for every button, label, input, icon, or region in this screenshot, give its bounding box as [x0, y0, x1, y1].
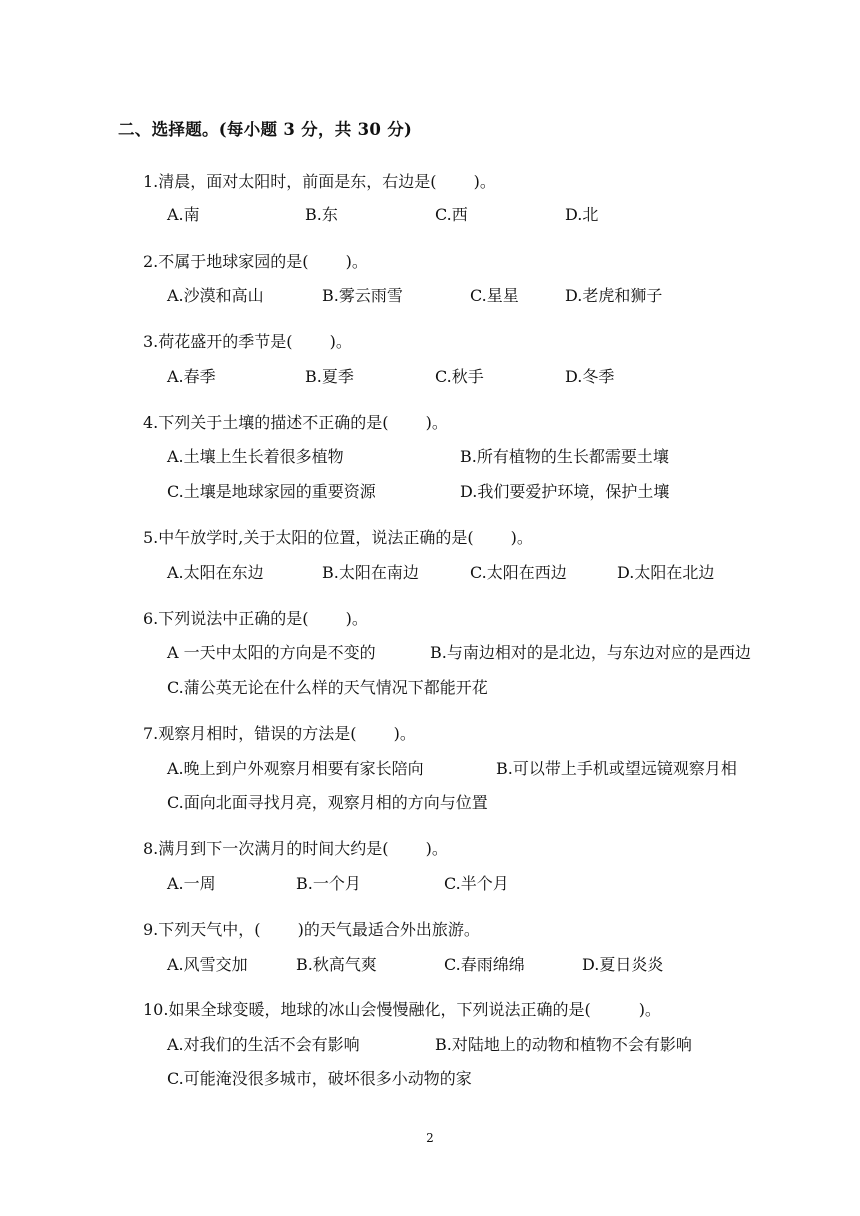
question-1-option-a: A.南 — [167, 205, 200, 224]
question-10-option-b: B.对陆地上的动物和植物不会有影响 — [435, 1035, 692, 1054]
question-9-option-b: B.秋高气爽 — [296, 955, 377, 974]
question-8-option-a: A.一周 — [167, 874, 216, 893]
question-7-option-b: B.可以带上手机或望远镜观察月相 — [496, 759, 737, 778]
question-6-option-b: B.与南边相对的是北边，与东边对应的是西边 — [430, 643, 751, 662]
question-1-stem: 1.清晨，面对太阳时，前面是东，右边是( )。 — [143, 172, 496, 191]
question-5-option-a: A.太阳在东边 — [167, 563, 264, 582]
question-7-stem: 7.观察月相时，错误的方法是( )。 — [143, 724, 416, 743]
question-7-option-c: C.面向北面寻找月亮，观察月相的方向与位置 — [167, 793, 488, 812]
question-2-option-a: A.沙漠和高山 — [167, 286, 264, 305]
question-8-option-c: C.半个月 — [444, 874, 509, 893]
question-9-option-a: A.风雪交加 — [167, 955, 248, 974]
question-5-stem: 5.中午放学时,关于太阳的位置，说法正确的是( )。 — [143, 528, 533, 547]
question-8-option-b: B.一个月 — [296, 874, 361, 893]
question-2-option-b: B.雾云雨雪 — [322, 286, 403, 305]
question-4-option-a: A.土壤上生长着很多植物 — [167, 447, 344, 466]
question-1-option-b: B.东 — [305, 205, 338, 224]
question-3-option-a: A.春季 — [167, 367, 216, 386]
question-2-option-c: C.星星 — [470, 286, 519, 305]
question-3-stem: 3.荷花盛开的季节是( )。 — [143, 332, 352, 351]
question-5-option-d: D.太阳在北边 — [617, 563, 715, 582]
question-10-option-c: C.可能淹没很多城市，破坏很多小动物的家 — [167, 1069, 472, 1088]
question-4-option-c: C.土壤是地球家园的重要资源 — [167, 482, 376, 501]
question-2-stem: 2.不属于地球家园的是( )。 — [143, 252, 368, 271]
question-2-option-d: D.老虎和狮子 — [565, 286, 663, 305]
question-10-option-a: A.对我们的生活不会有影响 — [167, 1035, 360, 1054]
question-4-option-d: D.我们要爱护环境，保护土壤 — [460, 482, 670, 501]
page-number: 2 — [426, 1131, 434, 1145]
question-4-option-b: B.所有植物的生长都需要土壤 — [460, 447, 669, 466]
question-5-option-c: C.太阳在西边 — [470, 563, 567, 582]
question-6-option-a: A 一天中太阳的方向是不变的 — [167, 643, 376, 662]
question-1-option-c: C.西 — [435, 205, 468, 224]
question-3-option-d: D.冬季 — [565, 367, 615, 386]
question-6-stem: 6.下列说法中正确的是( )。 — [143, 609, 368, 628]
question-9-option-d: D.夏日炎炎 — [582, 955, 664, 974]
question-7-option-a: A.晚上到户外观察月相要有家长陪向 — [167, 759, 424, 778]
section-title: 二、选择题。(每小题 3 分，共 30 分) — [118, 120, 413, 139]
question-3-option-c: C.秋手 — [435, 367, 484, 386]
question-4-stem: 4.下列关于土壤的描述不正确的是( )。 — [143, 413, 448, 432]
question-6-option-c: C.蒲公英无论在什么样的天气情况下都能开花 — [167, 678, 488, 697]
question-10-stem: 10.如果全球变暖，地球的冰山会慢慢融化，下列说法正确的是( )。 — [143, 1000, 661, 1019]
question-5-option-b: B.太阳在南边 — [322, 563, 419, 582]
question-8-stem: 8.满月到下一次满月的时间大约是( )。 — [143, 839, 448, 858]
question-9-option-c: C.春雨绵绵 — [444, 955, 525, 974]
question-3-option-b: B.夏季 — [305, 367, 354, 386]
question-9-stem: 9.下列天气中，( )的天气最适合外出旅游。 — [143, 920, 480, 939]
question-1-option-d: D.北 — [565, 205, 599, 224]
